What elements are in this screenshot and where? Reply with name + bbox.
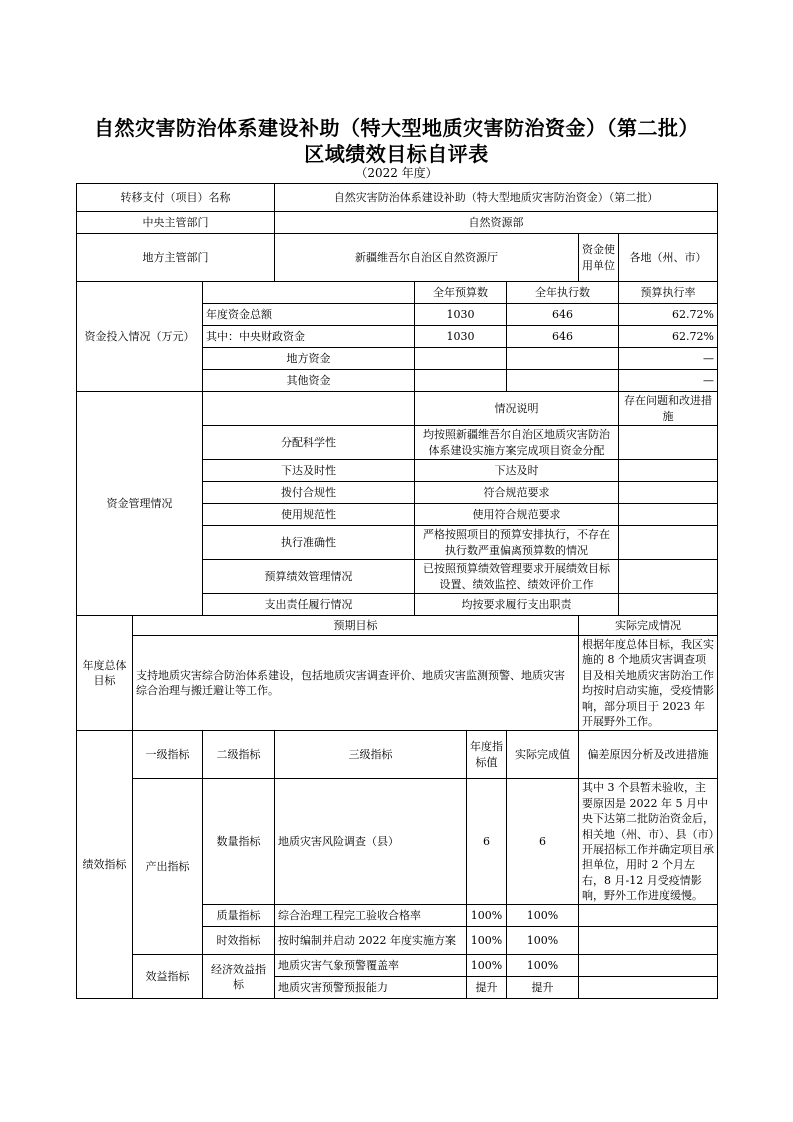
performance-label: 绩效指标: [77, 731, 133, 999]
output-indicator-label: 产出指标: [133, 779, 203, 955]
management-label: 资金管理情况: [77, 392, 203, 616]
funds-row-budget: 1030: [415, 304, 507, 326]
perf-row-actual: 6: [507, 779, 579, 905]
funds-row-rate: —: [619, 348, 718, 370]
perf-header-target: 年度指标值: [467, 731, 507, 779]
perf-row-reason: 其中 3 个县暂未验收，主要原因是 2022 年 5 月中央下达第二批防治资金后，相关地（州、市）、县（市）开展招标工作并确定项目承担单位，用时 2 个月左右，8 月-12 月受疫情影响，野外工作进度缓慢。: [579, 779, 718, 905]
central-dept-label: 中央主管部门: [77, 212, 275, 234]
management-row-desc: 均按要求履行支出职责: [415, 594, 619, 616]
perf-row-reason: [579, 905, 718, 927]
funds-header-budget: 全年预算数: [415, 282, 507, 304]
self-evaluation-table: [76, 183, 718, 999]
funds-row-budget: 1030: [415, 326, 507, 348]
annual-goal-actual: 根据年度总体目标，我区实施的 8 个地质灾害调查项目及相关地质灾害防治工作均按时启动实施，受疫情影响，部分项目于 2023 年开展野外工作。: [579, 636, 718, 731]
funds-row-executed: [507, 370, 619, 392]
year-label: （2022 年度）: [355, 166, 438, 180]
annual-goal-expected-header: 预期目标: [133, 616, 579, 636]
management-row-desc: 已按照预算绩效管理要求开展绩效目标设置、绩效监控、绩效评价工作: [415, 560, 619, 594]
funds-row-rate: 62.72%: [619, 326, 718, 348]
fund-user-label: 资金使用单位: [579, 234, 619, 282]
project-value: 自然灾害防治体系建设补助（特大型地质灾害防治资金）（第二批）: [275, 184, 718, 212]
perf-header-reason: 偏差原因分析及改进措施: [579, 731, 718, 779]
perf-row-level2: 数量指标: [203, 779, 275, 905]
funds-row-name: 年度资金总额: [203, 304, 415, 326]
funds-row-rate: —: [619, 370, 718, 392]
performance-row: [77, 955, 718, 977]
management-row-desc: 严格按照项目的预算安排执行，不存在执行数严重偏离预算数的情况: [415, 526, 619, 560]
perf-row-actual: 提升: [507, 977, 579, 999]
fund-user-value: 各地（州、市）: [619, 234, 718, 282]
perf-header-actual: 实际完成值: [507, 731, 579, 779]
performance-row: [77, 779, 718, 905]
funds-header-rate: 预算执行率: [619, 282, 718, 304]
management-row-name: 预算绩效管理情况: [203, 560, 415, 594]
project-row: [77, 184, 718, 212]
central-dept-value: 自然资源部: [275, 212, 718, 234]
funds-row-budget: [415, 348, 507, 370]
perf-row-target: 100%: [467, 905, 507, 927]
economic-benefit-label: 经济效益指标: [203, 955, 275, 999]
funds-row-name: 其他资金: [203, 370, 415, 392]
management-row-name: 使用规范性: [203, 504, 415, 526]
benefit-indicator-label: 效益指标: [133, 955, 203, 999]
annual-goal-actual-header: 实际完成情况: [579, 616, 718, 636]
title-line-2: 区域绩效目标自评表: [304, 142, 489, 166]
local-dept-label: 地方主管部门: [77, 234, 275, 282]
project-label: 转移支付（项目）名称: [77, 184, 275, 212]
perf-row-target: 提升: [467, 977, 507, 999]
perf-header-level1: 一级指标: [133, 731, 203, 779]
perf-row-level3: 地质灾害预警预报能力: [275, 977, 467, 999]
perf-row-reason: [579, 927, 718, 955]
perf-row-level2: 质量指标: [203, 905, 275, 927]
local-dept-value: 新疆维吾尔自治区自然资源厅: [275, 234, 579, 282]
perf-header-level3: 三级指标: [275, 731, 467, 779]
perf-row-level3: 按时编制并启动 2022 年度实施方案: [275, 927, 467, 955]
management-row-name: 分配科学性: [203, 426, 415, 460]
central-dept-row: [77, 212, 718, 234]
management-row-desc: 下达及时: [415, 460, 619, 482]
management-header-desc: 情况说明: [415, 392, 619, 426]
annual-goal-header-row: [77, 616, 718, 636]
management-header-issue: 存在问题和改进措施: [619, 392, 718, 426]
perf-row-actual: 100%: [507, 955, 579, 977]
perf-row-actual: 100%: [507, 905, 579, 927]
local-dept-row: [77, 234, 718, 282]
funds-row-name: 其中：中央财政资金: [203, 326, 415, 348]
perf-row-target: 100%: [467, 955, 507, 977]
perf-row-target: 100%: [467, 927, 507, 955]
management-row-desc: 使用符合规范要求: [415, 504, 619, 526]
annual-goal-expected: 支持地质灾害综合防治体系建设，包括地质灾害调查评价、地质灾害监测预警、地质灾害综合治理与搬迁避让等工作。: [133, 636, 579, 731]
perf-row-reason: [579, 977, 718, 999]
perf-row-level3: 地质灾害风险调查（县）: [275, 779, 467, 905]
perf-row-target: 6: [467, 779, 507, 905]
perf-row-actual: 100%: [507, 927, 579, 955]
perf-row-reason: [579, 955, 718, 977]
funds-row-name: 地方资金: [203, 348, 415, 370]
perf-row-level2: 时效指标: [203, 927, 275, 955]
funds-row-executed: 646: [507, 326, 619, 348]
funds-row-executed: [507, 348, 619, 370]
management-row-desc: 符合规范要求: [415, 482, 619, 504]
funds-row-executed: 646: [507, 304, 619, 326]
management-header-row: [77, 392, 718, 426]
funds-header-row: [77, 282, 718, 304]
annual-goal-row: [77, 636, 718, 731]
management-row-name: 支出责任履行情况: [203, 594, 415, 616]
management-row-name: 下达及时性: [203, 460, 415, 482]
perf-row-level3: 综合治理工程完工验收合格率: [275, 905, 467, 927]
management-row-name: 执行准确性: [203, 526, 415, 560]
funds-row-rate: 62.72%: [619, 304, 718, 326]
title-line-1: 自然灾害防治体系建设补助（特大型地质灾害防治资金）（第二批）: [94, 116, 699, 140]
funds-row-budget: [415, 370, 507, 392]
performance-header-row: [77, 731, 718, 779]
perf-row-level3: 地质灾害气象预警覆盖率: [275, 955, 467, 977]
annual-goal-label: 年度总体目标: [77, 616, 133, 731]
management-row-name: 拨付合规性: [203, 482, 415, 504]
funds-header-executed: 全年执行数: [507, 282, 619, 304]
perf-header-level2: 二级指标: [203, 731, 275, 779]
funds-label: 资金投入情况（万元）: [77, 282, 203, 392]
management-row-desc: 均按照新疆维吾尔自治区地质灾害防治体系建设实施方案完成项目资金分配: [415, 426, 619, 460]
